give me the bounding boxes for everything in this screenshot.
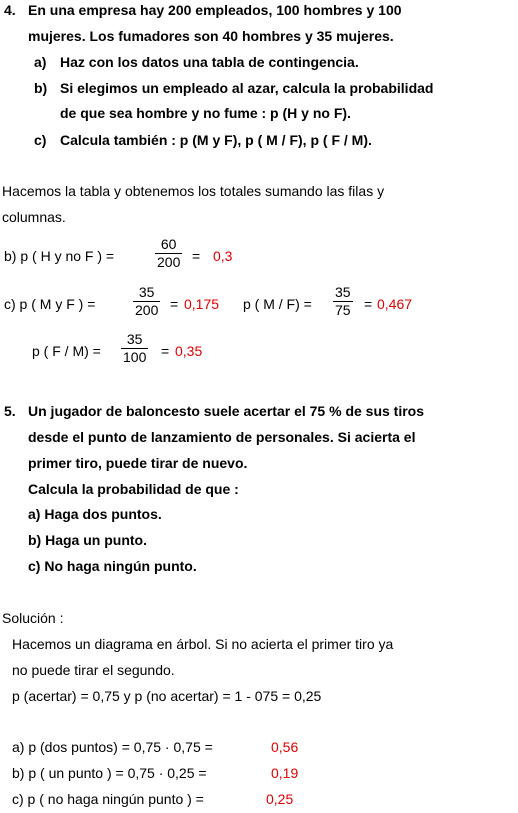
problem-5-statement-line3: primer tiro, puede tirar de nuevo. [28, 455, 248, 471]
equals-sign: = [364, 296, 373, 312]
fraction-c2 [333, 284, 353, 319]
solution-4-b-expression: b) p ( H y no F ) = [4, 248, 115, 264]
problem-4-c-label: c) [34, 132, 47, 148]
equals-sign: = [170, 296, 179, 312]
problem-5-statement-line4: Calcula la probabilidad de que : [28, 481, 239, 497]
solution-5-c-result: 0,25 [266, 791, 294, 807]
solution-5-a-result: 0,56 [271, 739, 299, 755]
solution-5-line2: no puede tirar el segundo. [12, 662, 175, 678]
fraction-c3 [121, 331, 148, 366]
problem-4-b-label: b) [34, 80, 48, 96]
equals-sign: = [192, 248, 201, 264]
solution-5-b-expression: b) p ( un punto ) = 0,75 · 0,25 = [12, 765, 207, 781]
solution-5-a-expression: a) p (dos puntos) = 0,75 · 0,75 = [12, 739, 213, 755]
fraction-b-denominator: 200 [157, 254, 181, 270]
problem-5-b: b) Haga un punto. [28, 532, 147, 548]
problem-5-statement-line2: desde el punto de lanzamiento de personales. Si acierta el [28, 429, 416, 445]
problem-4-statement-line1: En una empresa hay 200 empleados, 100 hombres y 100 [28, 2, 402, 18]
fraction-c2-denominator: 75 [335, 302, 351, 318]
fraction-b [155, 236, 182, 271]
problem-4-statement-line2: mujeres. Los fumadores son 40 hombres y 35 mujeres. [28, 28, 394, 44]
problem-4-number: 4. [4, 2, 16, 18]
fraction-c1-denominator: 200 [135, 302, 159, 318]
problem-4-b-text1: Si elegimos un empleado al azar, calcula la probabilidad [60, 80, 434, 96]
problem-5-a: a) Haga dos puntos. [28, 506, 162, 522]
problem-5-statement-line1: Un jugador de baloncesto suele acertar el 75 % de sus tiros [28, 403, 425, 419]
solution-5-heading: Solución : [2, 610, 64, 626]
solution-5-b-result: 0,19 [271, 765, 299, 781]
fraction-c1 [133, 284, 160, 319]
solution-5-c-expression: c) p ( no haga ningún punto ) = [12, 791, 204, 807]
problem-4-b-text2: de que sea hombre y no fume : p (H y no F). [60, 105, 351, 121]
problem-4-a-text: Haz con los datos una tabla de contingencia. [60, 54, 359, 70]
problem-5-number: 5. [4, 403, 16, 419]
solution-5-line1: Hacemos un diagrama en árbol. Si no acierta el primer tiro ya [12, 636, 394, 652]
solution-4-b-result: 0,3 [213, 248, 233, 264]
solution-4-c-result-1: 0,175 [184, 296, 220, 312]
fraction-b-numerator: 60 [160, 236, 177, 252]
solution-4-c-result-3: 0,35 [175, 343, 203, 359]
equals-sign: = [161, 343, 170, 359]
solution-4-intro-line2: columnas. [2, 209, 66, 225]
solution-4-c-expression-1: c) p ( M y F ) = [4, 296, 96, 312]
fraction-c3-numerator: 35 [126, 331, 143, 347]
solution-4-c-expression-2: p ( M / F) = [243, 296, 312, 312]
fraction-c3-denominator: 100 [123, 349, 147, 365]
fraction-c2-numerator: 35 [335, 284, 351, 300]
fraction-c1-numerator: 35 [138, 284, 155, 300]
problem-4-c-text: Calcula también : p (M y F), p ( M / F), p ( F / M). [60, 132, 372, 148]
solution-4-intro-line1: Hacemos la tabla y obtenemos los totales sumando las filas y [2, 183, 385, 199]
solution-5-line3: p (acertar) = 0,75 y p (no acertar) = 1 - 075 = 0,25 [12, 688, 322, 704]
problem-5-c: c) No haga ningún punto. [28, 558, 197, 574]
solution-4-c-expression-3: p ( F / M) = [32, 343, 101, 359]
problem-4-a-label: a) [34, 54, 47, 70]
solution-4-c-result-2: 0,467 [377, 296, 413, 312]
